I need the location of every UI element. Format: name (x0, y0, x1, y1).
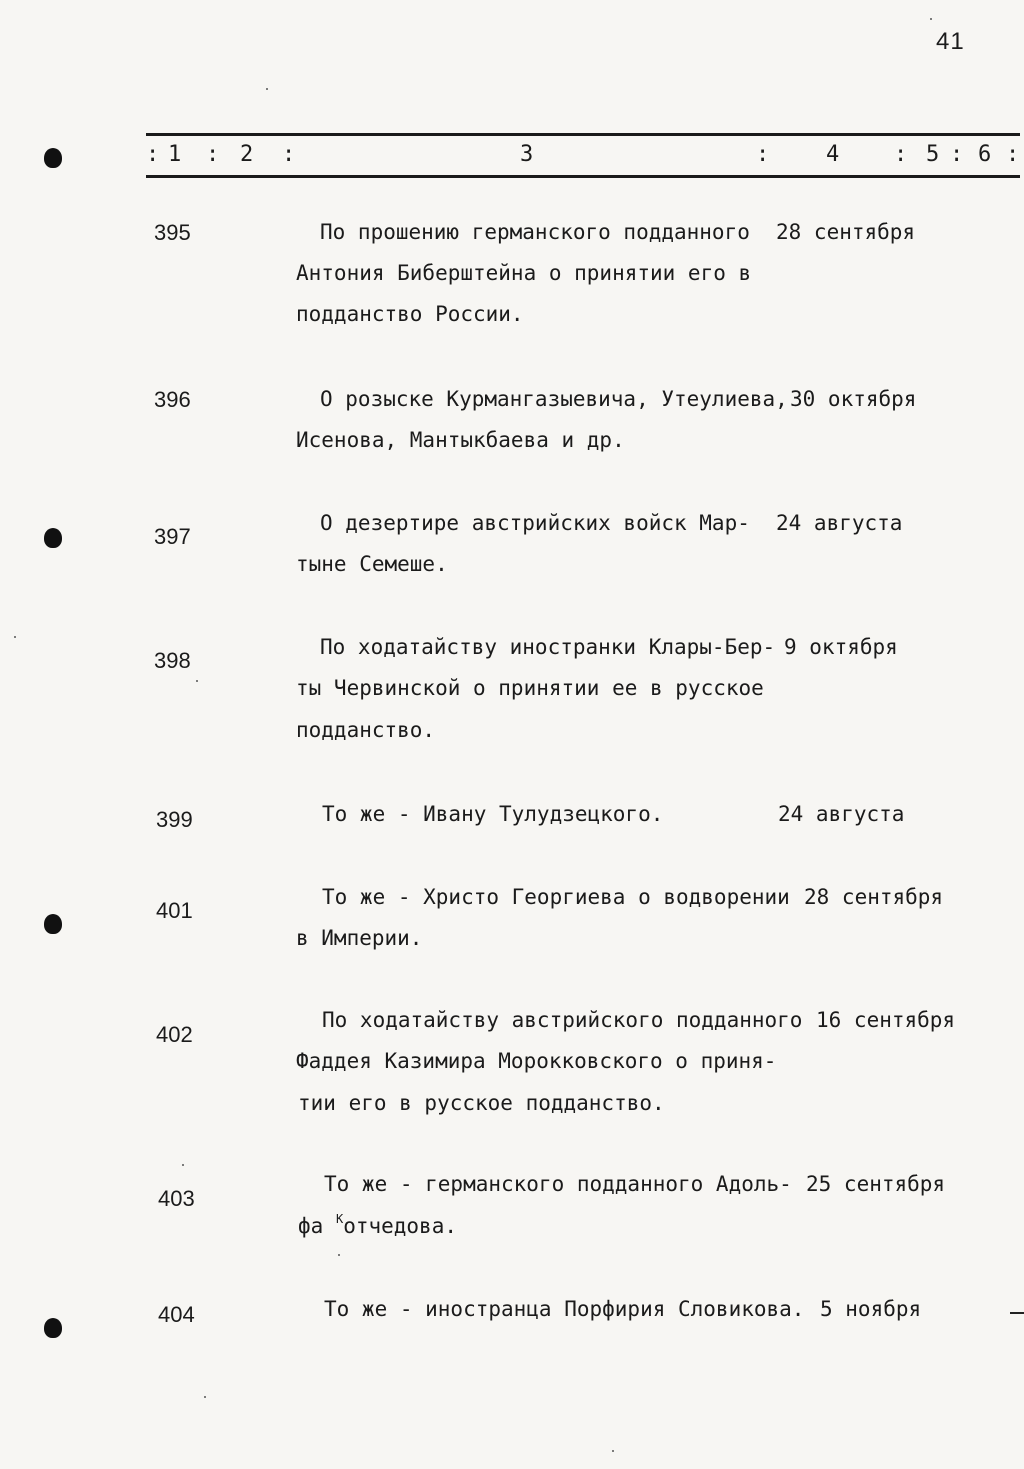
superscript-correction: К (335, 1212, 344, 1226)
entry-text-line (298, 1214, 457, 1238)
entry-number: 403 (158, 1186, 195, 1211)
entry-text-line: То же - иностранца Порфирия Словикова. (324, 1297, 805, 1321)
entry-number: 397 (154, 524, 191, 549)
scan-speck (930, 18, 932, 20)
entry-date: 16 сентября (816, 1008, 956, 1032)
entry-text-line: По ходатайству австрийского подданного (322, 1008, 803, 1032)
entry-date: 24 августа (776, 511, 903, 535)
entry-text-line: То же - Ивану Тулудзецкого. (322, 802, 664, 826)
header-separator: : (756, 142, 770, 167)
margin-mark (1010, 1312, 1024, 1314)
entry-text-line: Исенова, Мантыкбаева и др. (296, 428, 625, 452)
header-col-1: 1 (168, 142, 182, 167)
entry-text-line: О дезертире австрийских войск Мар- (320, 511, 750, 535)
entry-number: 402 (156, 1022, 193, 1047)
entry-date: 5 ноября (820, 1297, 922, 1321)
punch-hole-icon (44, 914, 62, 934)
entry-text-line: ты Червинской о принятии ее в русское (296, 676, 764, 700)
header-separator: : (950, 142, 964, 167)
header-bottom-rule (146, 175, 1020, 178)
entry-text-line: Фаддея Казимира Морокковского о приня- (296, 1049, 777, 1073)
header-col-2: 2 (240, 142, 254, 167)
entry-number: 404 (158, 1302, 195, 1327)
header-col-4: 4 (826, 142, 840, 167)
scan-speck (14, 636, 16, 638)
header-col-3: 3 (520, 142, 534, 167)
entry-date: 30 октября (790, 387, 917, 411)
entry-number: 396 (154, 387, 191, 412)
header-separator: : (206, 142, 220, 167)
entry-text-fragment: отчедова. (343, 1214, 457, 1238)
entry-text-line: подданство. (296, 718, 436, 742)
page-number: 41 (936, 28, 965, 55)
punch-hole-icon (44, 1318, 62, 1338)
entry-text-fragment: фа (298, 1214, 324, 1238)
header-col-5: 5 (926, 142, 940, 167)
header-separator: : (1006, 142, 1020, 167)
scan-speck (612, 1450, 614, 1452)
entry-number: 395 (154, 220, 191, 245)
entry-number: 401 (156, 898, 193, 923)
entry-text-line: в Империи. (296, 926, 423, 950)
entry-date: 28 сентября (776, 220, 916, 244)
scan-speck (182, 1164, 184, 1166)
scan-speck (338, 1254, 340, 1256)
entry-date: 25 сентября (806, 1172, 946, 1196)
column-header (0, 142, 1024, 172)
punch-hole-icon (44, 148, 62, 168)
entry-text-line: Антония Биберштейна о принятии его в (296, 261, 752, 285)
header-separator: : (282, 142, 296, 167)
entry-number: 399 (156, 807, 193, 832)
entry-date: 28 сентября (804, 885, 944, 909)
header-separator: : (894, 142, 908, 167)
entry-text-line: тыне Семеше. (296, 552, 448, 576)
header-top-rule (146, 133, 1020, 136)
entry-date: 24 августа (778, 802, 905, 826)
entry-text-line: То же - Христо Георгиева о водворении (322, 885, 790, 909)
entry-text-line: О розыске Курмангазыевича, Утеулиева, (320, 387, 788, 411)
entry-text-line: По прошению германского подданного (320, 220, 750, 244)
scan-speck (196, 680, 198, 682)
entry-text-line: По ходатайству иностранки Клары-Бер- (320, 635, 776, 659)
entry-text-line: подданство России. (296, 302, 524, 326)
entry-text-line: тии его в русское подданство. (298, 1091, 665, 1115)
header-col-6: 6 (978, 142, 992, 167)
entry-date: 9 октября (784, 635, 898, 659)
scan-speck (266, 88, 268, 90)
header-separator: : (146, 142, 160, 167)
scan-speck (204, 1396, 206, 1398)
entry-number: 398 (154, 648, 191, 673)
entry-text-line: То же - германского подданного Адоль- (324, 1172, 792, 1196)
punch-hole-icon (44, 528, 62, 548)
